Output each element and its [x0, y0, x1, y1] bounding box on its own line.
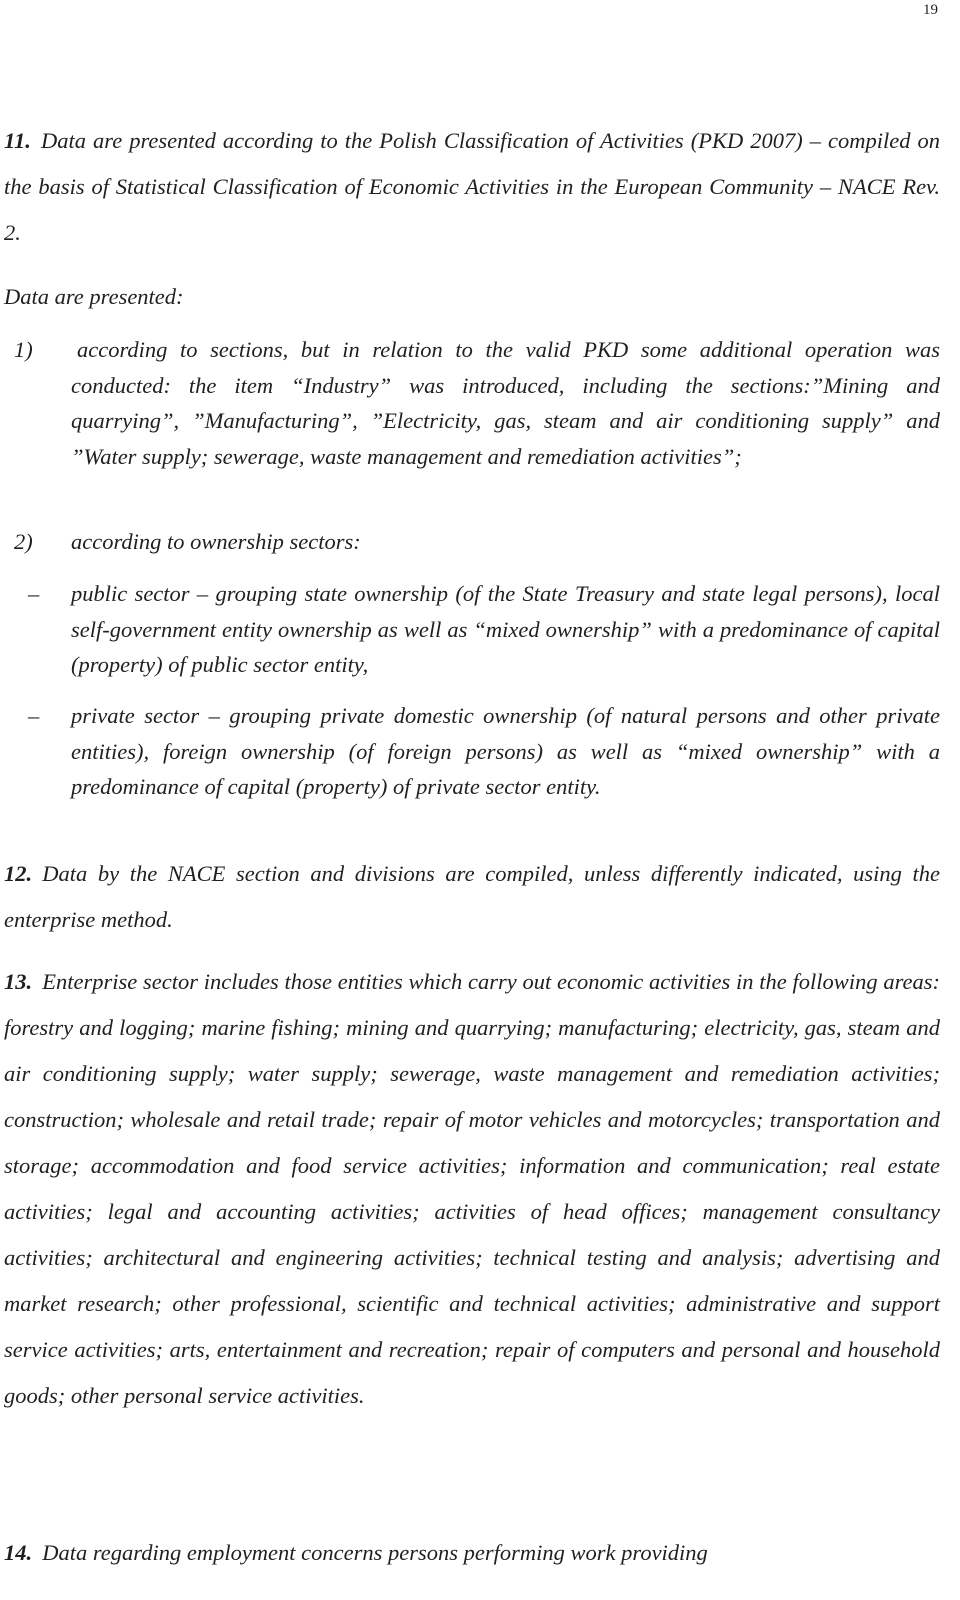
note-text: Data by the NACE section and divisions are compiled, unless differently indicated, using the enterprise method. — [4, 861, 940, 932]
list-item-1 — [4, 332, 940, 474]
list-item-text: according to sections, but in relation to the valid PKD some additional operation was conducted: the item “Industry” was introduced, including the sections:”Mining and quarrying”, ”Manufacturing”, ”Electricity, gas, steam and air conditioning supply” and ”Water supply; sewerage, waste management and remediation activities”; — [71, 337, 940, 469]
note-text: Enterprise sector includes those entities which carry out economic activities in the following areas: forestry and logging; marine fishing; mining and quarrying; manufacturing; electricity, gas, steam and air conditioning supply; water supply; sewerage, waste management and remediation activities; construction; wholesale and retail trade; repair of motor vehicles and motorcycles; transportation and storage; accommodation and food service activities; information and communication; real estate activities; legal and accounting activities; activities of head offices; management consultancy activities; architectural and engineering activities; technical testing and analysis; advertising and market research; other professional, scientific and technical activities; administrative and support service activities; arts, entertainment and recreation; repair of computers and personal and household goods; other personal service activities. — [4, 969, 940, 1408]
sector-item-private — [4, 698, 940, 805]
note-number: 11. — [4, 128, 31, 153]
note-text: Data are presented according to the Polish Classification of Activities (PKD 2007) – compiled on the basis of Statistical Classification of Economic Activities in the European Community – NACE Rev. 2. — [4, 128, 940, 245]
sector-text: public sector – grouping state ownership (of the State Treasury and state legal persons), local self-government entity ownership as well as “mixed ownership” with a predominance of capital (property) of public sector entity, — [71, 581, 940, 677]
note-14 — [4, 1530, 940, 1576]
note-11 — [4, 118, 940, 256]
note-number: 14. — [4, 1540, 33, 1565]
dash-marker: – — [28, 581, 40, 606]
list-item-2 — [4, 524, 940, 560]
note-13 — [4, 959, 940, 1419]
presented-intro: Data are presented: — [4, 284, 184, 309]
list-marker: 2) — [14, 529, 33, 554]
note-12 — [4, 851, 940, 943]
list-item-text: according to ownership sectors: — [71, 529, 361, 554]
list-marker: 1) — [14, 337, 33, 362]
note-text: Data regarding employment concerns persons performing work providing — [42, 1540, 708, 1565]
sector-item-public — [4, 576, 940, 683]
note-number: 12. — [4, 861, 33, 886]
sector-text: private sector – grouping private domestic ownership (of natural persons and other private entities), foreign ownership (of foreign persons) as well as “mixed ownership” with a predominance of capital (property) of private sector entity. — [71, 703, 940, 799]
page-number: 19 — [923, 2, 938, 18]
dash-marker: – — [28, 703, 40, 728]
note-number: 13. — [4, 969, 33, 994]
